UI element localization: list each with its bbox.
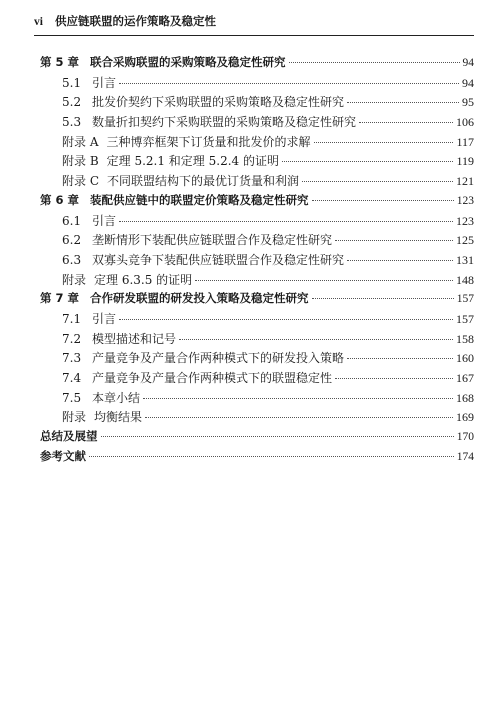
dot-leader: [347, 358, 453, 359]
toc-entry-appendix[interactable]: [40, 172, 474, 192]
toc-entry-section[interactable]: [40, 310, 474, 330]
dot-leader: [335, 378, 453, 379]
toc-entry-title: 批发价契约下采购联盟的采购策略及稳定性研究: [92, 95, 345, 110]
toc-entry-number: 7.1: [62, 311, 82, 326]
toc-entry-page-number: 94: [462, 57, 474, 69]
toc-entry-page-number: 148: [456, 272, 474, 287]
running-header: [34, 14, 474, 29]
toc-entry-number: 第 5 章: [40, 55, 80, 69]
toc-entry-page-number: 160: [456, 351, 474, 366]
toc-entry-title: 联合采购联盟的采购策略及稳定性研究: [90, 55, 286, 69]
toc-entry-appendix[interactable]: [40, 133, 474, 153]
dot-leader: [335, 240, 453, 241]
toc-entry-title: 引言: [92, 213, 117, 228]
toc-entry-number: 6.2: [62, 233, 82, 248]
toc-entry-page-number: 169: [456, 410, 474, 425]
dot-leader: [359, 122, 453, 123]
dot-leader: [302, 181, 453, 182]
toc-entry-title: 垄断情形下装配供应链联盟合作及稳定性研究: [92, 233, 333, 248]
toc-entry-section[interactable]: [40, 369, 474, 389]
toc-entry-section[interactable]: [40, 212, 474, 232]
toc-entry-number: 附录: [62, 410, 87, 425]
toc-entry-page-number: 119: [456, 154, 474, 169]
toc-entry-number: 5.3: [62, 115, 82, 130]
toc-entry-section[interactable]: [40, 74, 474, 94]
toc-entry-number: 6.3: [62, 252, 82, 267]
toc-entry-page-number: 95: [462, 95, 474, 110]
dot-leader: [347, 260, 453, 261]
dot-leader: [89, 456, 454, 457]
dot-leader: [195, 280, 453, 281]
dot-leader: [143, 398, 453, 399]
toc-entry-title: 引言: [92, 311, 117, 326]
toc-entry-title: 均衡结果: [94, 410, 143, 425]
dot-leader: [145, 417, 453, 418]
toc-entry-number: 5.2: [62, 95, 82, 110]
toc-entry-number: 第 6 章: [40, 192, 80, 207]
toc-entry-section[interactable]: [40, 231, 474, 251]
toc-entry-page-number: 174: [456, 450, 474, 463]
toc-entry-number: 附录 A: [62, 134, 99, 149]
toc-entry-number: 第 7 章: [40, 291, 80, 306]
toc-entry-chapter[interactable]: [40, 428, 474, 448]
toc-entry-title: 模型描述和记号: [92, 331, 177, 346]
toc-entry-section[interactable]: [40, 93, 474, 113]
toc-entry-title: 引言: [92, 75, 117, 90]
dot-leader: [119, 319, 453, 320]
toc-entry-page-number: 123: [456, 194, 474, 207]
toc-entry-title: 产量竞争及产量合作两种模式下的研发投入策略: [92, 351, 345, 366]
toc-entry-section[interactable]: [40, 349, 474, 369]
toc-entry-page-number: 158: [456, 331, 474, 346]
toc-entry-title: 数量折扣契约下采购联盟的采购策略及稳定性研究: [92, 115, 357, 130]
header-page-number: vi: [34, 16, 43, 28]
toc-entry-title: 装配供应链中的联盟定价策略及稳定性研究: [90, 192, 309, 207]
toc-entry-number: 附录: [62, 272, 87, 287]
toc-entry-number: 7.4: [62, 371, 82, 385]
dot-leader: [312, 200, 454, 201]
dot-leader: [347, 102, 459, 103]
dot-leader: [282, 161, 453, 162]
dot-leader: [312, 298, 454, 299]
toc-entry-number: 5.1: [62, 75, 82, 90]
header-rule: [34, 35, 474, 36]
toc-entry-chapter[interactable]: [40, 54, 474, 74]
toc-entry-number: 7.5: [62, 390, 82, 405]
toc-entry-appendix[interactable]: [40, 408, 474, 428]
toc-entry-number: 7.2: [62, 331, 82, 346]
toc-entry-chapter[interactable]: [40, 192, 474, 212]
toc-entry-page-number: 167: [456, 371, 474, 385]
dot-leader: [314, 142, 454, 143]
toc-entry-title: 产量竞争及产量合作两种模式下的联盟稳定性: [92, 371, 333, 385]
toc-entry-page-number: 123: [456, 213, 474, 228]
toc-entry-page-number: 117: [456, 134, 474, 149]
dot-leader: [101, 436, 454, 437]
toc-entry-title: 定理 5.2.1 和定理 5.2.4 的证明: [106, 154, 279, 169]
toc-entry-section[interactable]: [40, 330, 474, 350]
toc-entry-title: 本章小结: [92, 390, 141, 405]
dot-leader: [119, 83, 459, 84]
header-title: 供应链联盟的运作策略及稳定性: [54, 14, 216, 28]
dot-leader: [289, 62, 460, 63]
toc-entry-chapter[interactable]: [40, 448, 474, 468]
toc-entry-title: 不同联盟结构下的最优订货量和利润: [107, 174, 300, 189]
toc-entry-number: 附录 C: [62, 174, 99, 189]
toc-entry-number: 7.3: [62, 351, 82, 366]
dot-leader: [179, 339, 453, 340]
toc-entry-title: 总结及展望: [40, 429, 98, 444]
toc-entry-page-number: 170: [456, 431, 474, 444]
toc-entry-page-number: 106: [456, 115, 474, 130]
toc-entry-chapter[interactable]: [40, 290, 474, 310]
toc-entry-section[interactable]: [40, 251, 474, 271]
table-of-contents: [40, 54, 474, 467]
toc-entry-page-number: 121: [456, 174, 474, 189]
toc-entry-section[interactable]: [40, 113, 474, 133]
toc-entry-title: 参考文献: [40, 448, 86, 463]
toc-entry-number: 6.1: [62, 213, 82, 228]
toc-entry-title: 三种博弈框架下订货量和批发价的求解: [106, 134, 311, 149]
toc-entry-page-number: 125: [456, 233, 474, 248]
toc-entry-number: 附录 B: [62, 154, 99, 169]
toc-entry-title: 双寡头竞争下装配供应链联盟合作及稳定性研究: [92, 252, 345, 267]
toc-entry-page-number: 157: [456, 293, 474, 306]
toc-entry-title: 定理 6.3.5 的证明: [94, 272, 193, 287]
toc-entry-appendix[interactable]: [40, 152, 474, 172]
toc-entry-section[interactable]: [40, 389, 474, 409]
toc-entry-title: 合作研发联盟的研发投入策略及稳定性研究: [90, 291, 309, 306]
dot-leader: [119, 221, 453, 222]
toc-entry-page-number: 94: [462, 75, 474, 90]
toc-entry-page-number: 157: [456, 311, 474, 326]
toc-entry-page-number: 131: [456, 252, 474, 267]
toc-entry-appendix[interactable]: [40, 271, 474, 291]
toc-entry-page-number: 168: [456, 390, 474, 405]
